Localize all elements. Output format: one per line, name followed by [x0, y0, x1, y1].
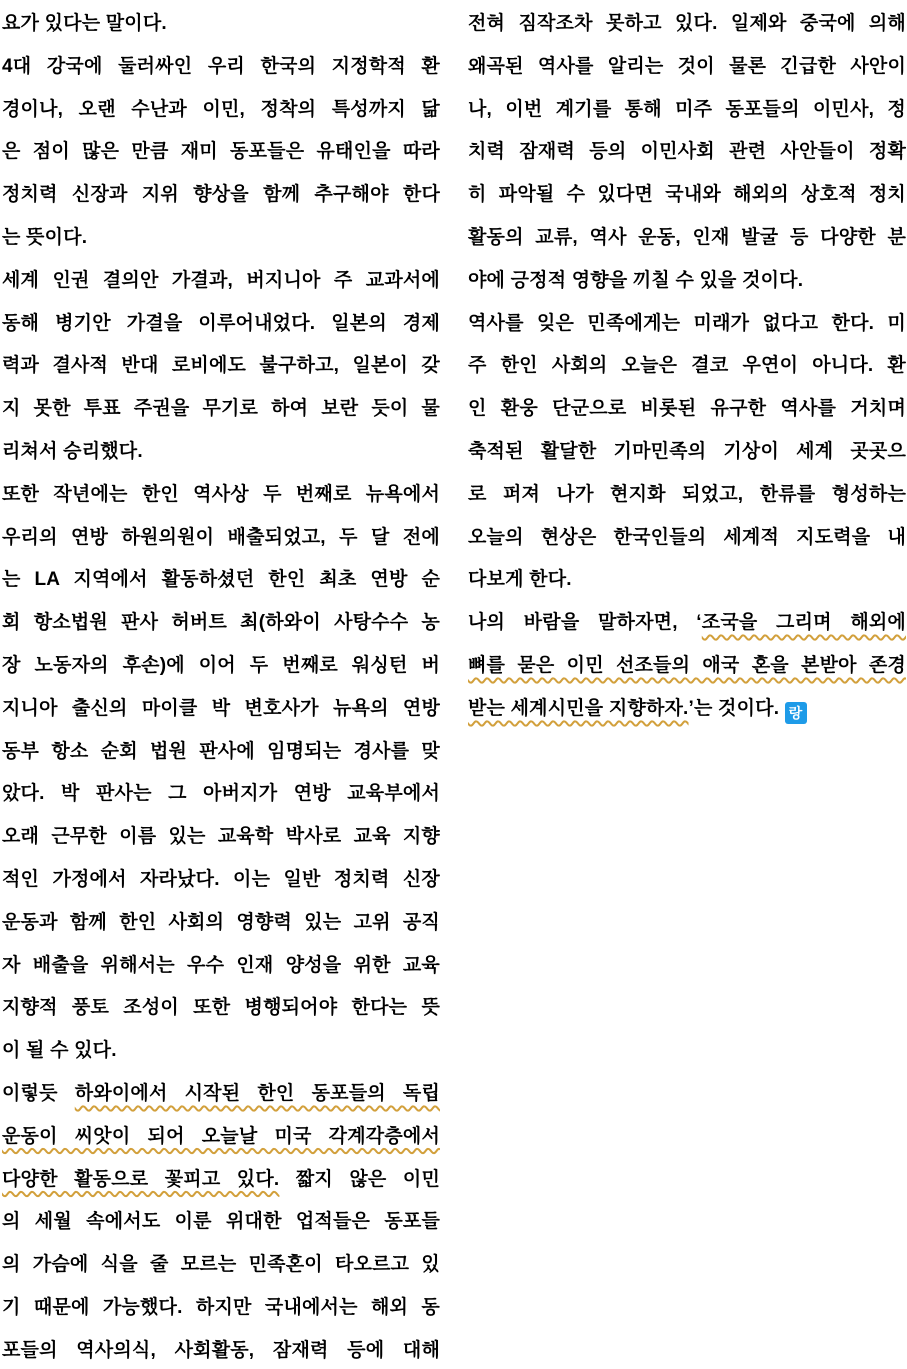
text-run: 자 배출을 위해서는 우수 인재 양성을 위한 교육	[2, 954, 440, 976]
text-run: 짧지 않은 이민	[279, 1168, 440, 1190]
text-run: 활동의 교류, 역사 운동, 인재 발굴 등 다양한 분	[468, 226, 906, 248]
emphasized-underlined-text: 받는 세계시민을 지향하자.	[468, 697, 689, 719]
text-line	[468, 602, 906, 645]
text-line	[2, 388, 440, 431]
text-run: 포들의 역사의식, 사회활동, 잠재력 등에 대해	[2, 1339, 440, 1361]
text-run: 치력 잠재력 등의 이민사회 관련 사안들이 정확	[468, 141, 906, 163]
text-line	[2, 1244, 440, 1287]
emphasized-underlined-text: 조국을 그리며 해외에	[701, 612, 906, 634]
text-line	[2, 987, 440, 1030]
text-line	[2, 1287, 440, 1330]
text-line	[2, 902, 440, 945]
text-line	[2, 1330, 440, 1369]
text-line	[468, 303, 906, 346]
text-line	[2, 217, 440, 260]
text-run: 경이나, 오랜 수난과 이민, 정착의 특성까지 닮	[2, 98, 440, 120]
text-line	[468, 3, 906, 46]
text-run: 이렇듯	[2, 1082, 75, 1104]
text-line	[2, 816, 440, 859]
text-run: 우리의 연방 하원의원이 배출되었고, 두 달 전에	[2, 526, 440, 548]
text-run: 의 세월 속에서도 이룬 위대한 업적들은 동포들	[2, 1211, 440, 1233]
text-run: 이 될 수 있다.	[2, 1040, 117, 1062]
text-run: 운동과 함께 한인 사회의 영향력 있는 고위 공직	[2, 911, 440, 933]
text-line	[2, 731, 440, 774]
text-line	[2, 1073, 440, 1116]
text-line	[2, 1159, 440, 1202]
text-run: 히 파악될 수 있다면 국내와 해외의 상호적 정치	[468, 184, 906, 206]
text-line	[2, 1116, 440, 1159]
text-line	[2, 1030, 440, 1073]
text-run: 세계 인권 결의안 가결과, 버지니아 주 교과서에	[2, 269, 440, 291]
text-line	[2, 345, 440, 388]
text-line	[2, 688, 440, 731]
text-line	[468, 174, 906, 217]
text-line	[468, 388, 906, 431]
end-of-article-mark-badge: 랑	[785, 702, 807, 724]
text-run: 다보게 한다.	[468, 569, 572, 591]
text-line	[2, 303, 440, 346]
text-line	[2, 645, 440, 688]
text-line	[468, 517, 906, 560]
text-run: 오래 근무한 이름 있는 교육학 박사로 교육 지향	[2, 826, 440, 848]
text-line	[468, 474, 906, 517]
text-line	[2, 431, 440, 474]
text-run: 기 때문에 가능했다. 하지만 국내에서는 해외 동	[2, 1296, 440, 1318]
text-run: 은 점이 많은 만큼 재미 동포들은 유태인을 따라	[2, 141, 440, 163]
text-run: 전혀 짐작조차 못하고 있다. 일제와 중국에 의해	[468, 13, 906, 34]
text-column-left	[2, 3, 440, 1369]
text-run: 야에 긍정적 영향을 끼칠 수 있을 것이다.	[468, 269, 804, 291]
text-run: 오늘의 현상은 한국인들의 세계적 지도력을 내	[468, 526, 906, 548]
text-line	[2, 773, 440, 816]
text-column-right	[468, 3, 906, 1369]
text-run: 는 뜻이다.	[2, 226, 88, 248]
text-run: 요가 있다는 말이다.	[2, 13, 167, 34]
text-line	[468, 217, 906, 260]
text-run: 는 LA 지역에서 활동하셨던 한인 최초 연방 순	[2, 569, 440, 591]
text-line	[2, 131, 440, 174]
text-run: 력과 결사적 반대 로비에도 불구하고, 일본이 갖	[2, 355, 440, 377]
text-line	[2, 945, 440, 988]
text-line	[2, 3, 440, 46]
text-run: 정치력 신장과 지위 향상을 함께 추구해야 한다	[2, 184, 440, 206]
text-line	[468, 688, 906, 731]
text-line	[2, 1201, 440, 1244]
text-run: 회 항소법원 판사 허버트 최(하와이 사탕수수 농	[2, 612, 440, 634]
text-run: 4대 강국에 둘러싸인 우리 한국의 지정학적 환	[2, 55, 440, 77]
emphasized-underlined-text: 뼈를 묻은 이민 선조들의 애국 혼을 본받아 존경	[468, 654, 906, 676]
emphasized-underlined-text: 하와이에서 시작된 한인 동포들의 독립	[74, 1082, 440, 1104]
emphasized-underlined-text: 운동이 씨앗이 되어 오늘날 미국 각계각층에서	[2, 1125, 440, 1147]
text-line	[468, 431, 906, 474]
text-run: 인 환웅 단군으로 비롯된 유구한 역사를 거치며	[468, 398, 906, 420]
text-run: 축적된 활달한 기마민족의 기상이 세계 곳곳으	[468, 440, 906, 462]
text-run: 나, 이번 계기를 통해 미주 동포들의 이민사, 정	[468, 98, 906, 120]
text-line	[2, 859, 440, 902]
text-run: 왜곡된 역사를 알리는 것이 물론 긴급한 사안이	[468, 55, 906, 77]
text-run: 나의 바람을 말하자면, ‘	[468, 612, 702, 634]
text-line	[2, 517, 440, 560]
text-line	[2, 89, 440, 132]
text-line	[468, 645, 906, 688]
text-run: 지향적 풍토 조성이 또한 병행되어야 한다는 뜻	[2, 997, 440, 1019]
text-run: 의 가슴에 식을 줄 모르는 민족혼이 타오르고 있	[2, 1254, 440, 1276]
text-line	[468, 131, 906, 174]
text-run: 동해 병기안 가결을 이루어내었다. 일본의 경제	[2, 312, 440, 334]
text-run: 았다. 박 판사는 그 아버지가 연방 교육부에서	[2, 783, 440, 805]
emphasized-underlined-text: 다양한 활동으로 꽃피고 있다.	[2, 1168, 280, 1190]
text-run: 로 퍼져 나가 현지화 되었고, 한류를 형성하는	[468, 483, 906, 505]
text-run: 주 한인 사회의 오늘은 결코 우연이 아니다. 환	[468, 355, 906, 377]
text-run: 적인 가정에서 자라났다. 이는 일반 정치력 신장	[2, 868, 440, 890]
text-run: 동부 항소 순회 법원 판사에 임명되는 경사를 맞	[2, 740, 440, 762]
text-line	[468, 345, 906, 388]
text-line	[468, 559, 906, 602]
text-line	[468, 260, 906, 303]
text-run: 지니아 출신의 마이클 박 변호사가 뉴욕의 연방	[2, 697, 440, 719]
text-line	[2, 602, 440, 645]
text-line	[468, 46, 906, 89]
text-line	[2, 474, 440, 517]
text-run: 역사를 잊은 민족에게는 미래가 없다고 한다. 미	[468, 312, 906, 334]
text-run: 장 노동자의 후손)에 이어 두 번째로 워싱턴 버	[2, 654, 440, 676]
text-run: 리쳐서 승리했다.	[2, 440, 143, 462]
text-line	[468, 89, 906, 132]
text-line	[2, 559, 440, 602]
text-line	[2, 174, 440, 217]
text-line	[2, 260, 440, 303]
text-run: ’는 것이다.	[688, 697, 785, 719]
text-run: 또한 작년에는 한인 역사상 두 번째로 뉴욕에서	[2, 483, 440, 505]
text-run: 지 못한 투표 주권을 무기로 하여 보란 듯이 물	[2, 398, 440, 420]
text-line	[2, 46, 440, 89]
